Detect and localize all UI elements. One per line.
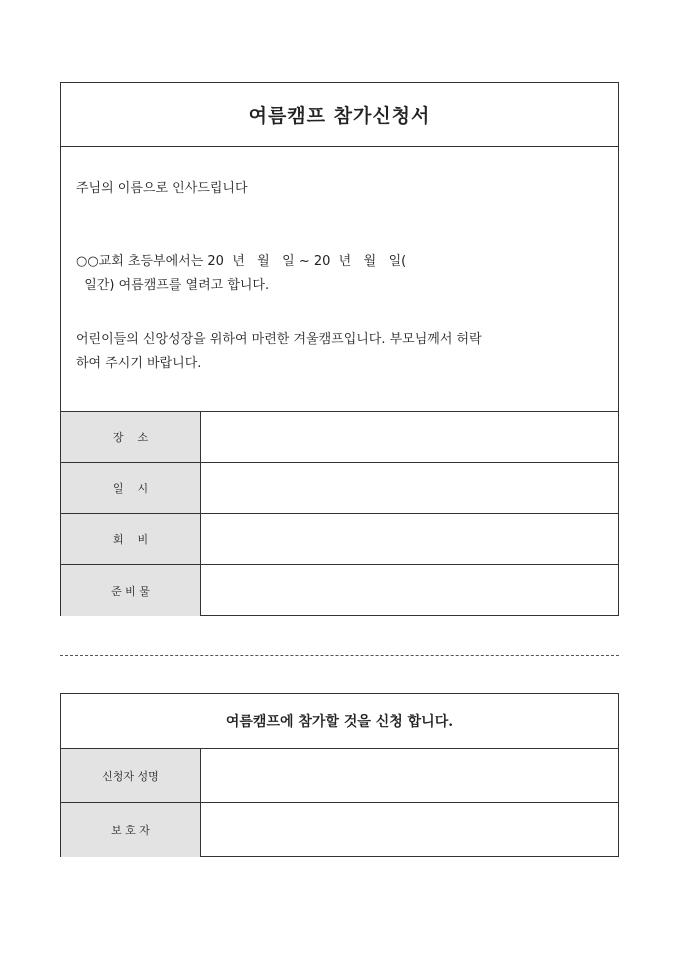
supplies-value[interactable] xyxy=(201,565,618,616)
field-row-fee xyxy=(61,514,618,565)
place-label: 장 소 xyxy=(61,412,201,462)
datetime-value[interactable] xyxy=(201,463,618,513)
camp-application-form xyxy=(60,82,619,616)
field-row-datetime xyxy=(61,463,618,514)
intro-section xyxy=(61,147,618,412)
greeting-text: 주님의 이름으로 인사드립니다 xyxy=(76,181,248,196)
datetime-label: 일 시 xyxy=(61,463,201,513)
schedule-line-2: 일간) 여름캠프를 열려고 합니다. xyxy=(76,278,270,293)
fee-label: 회 비 xyxy=(61,514,201,564)
supplies-label: 준 비 물 xyxy=(61,565,201,616)
request-line-2: 하여 주시기 바랍니다. xyxy=(76,356,202,371)
field-row-applicant xyxy=(61,749,618,803)
application-slip xyxy=(60,693,619,857)
applicant-name-label: 신청자 성명 xyxy=(61,749,201,802)
application-heading: 여름캠프에 참가할 것을 신청 합니다. xyxy=(61,694,618,749)
place-value[interactable] xyxy=(201,412,618,462)
guardian-value[interactable] xyxy=(201,803,618,857)
fee-value[interactable] xyxy=(201,514,618,564)
schedule-line-1: ○○교회 초등부에서는 20 년 월 일 ~ 20 년 월 일( xyxy=(76,254,407,269)
field-row-place xyxy=(61,412,618,463)
applicant-name-value[interactable] xyxy=(201,749,618,802)
form-title: 여름캠프 참가신청서 xyxy=(61,83,618,147)
field-row-supplies xyxy=(61,565,618,616)
cut-line xyxy=(60,655,619,656)
guardian-label: 보 호 자 xyxy=(61,803,201,857)
request-line-1: 어린이들의 신앙성장을 위하여 마련한 겨울캠프입니다. 부모님께서 허락 xyxy=(76,332,482,347)
field-row-guardian xyxy=(61,803,618,857)
